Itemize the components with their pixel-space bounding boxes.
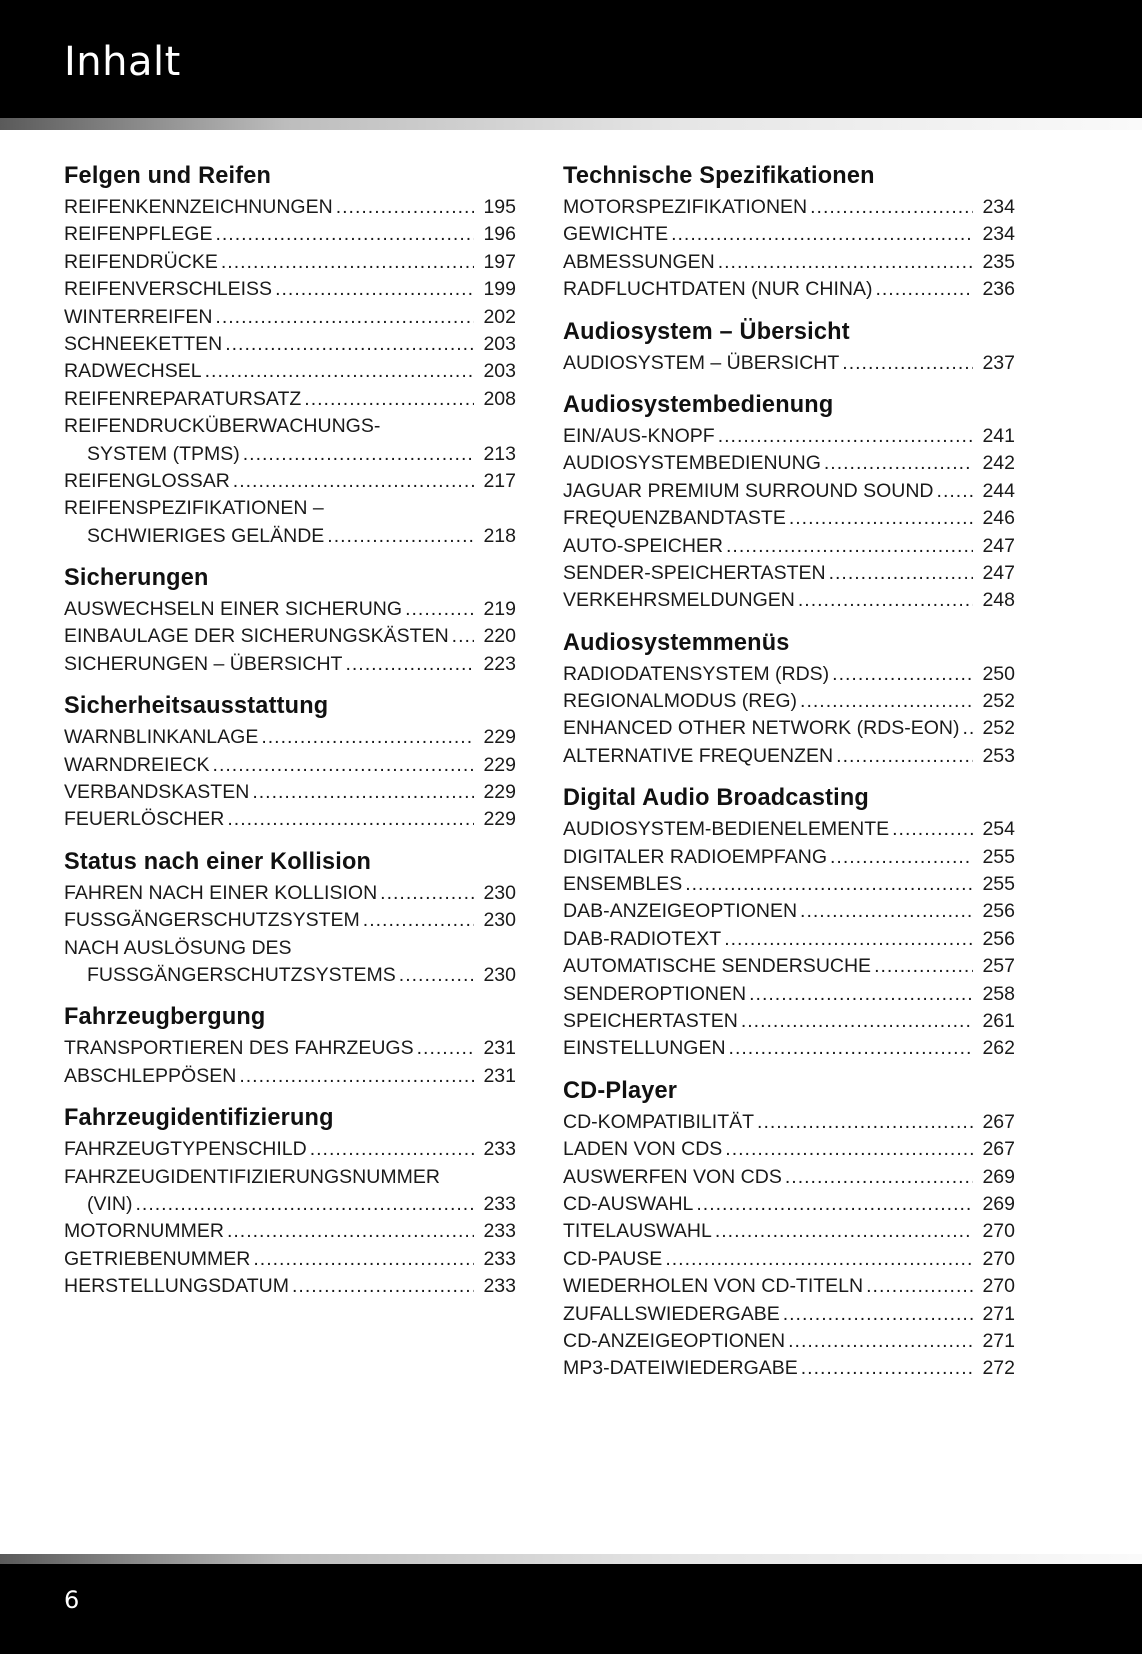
dot-leader [261, 724, 474, 751]
toc-entry-page: 252 [982, 690, 1015, 713]
dot-leader [800, 898, 973, 925]
toc-entry-label: CD-PAUSE [563, 1247, 663, 1270]
toc-entry[interactable] [563, 898, 1015, 925]
dot-leader [785, 1164, 973, 1191]
toc-entry[interactable] [563, 350, 1015, 377]
toc-entry[interactable] [563, 1328, 1015, 1355]
dot-leader [417, 1035, 474, 1062]
toc-entry-page: 269 [982, 1192, 1015, 1215]
toc-entry[interactable] [563, 587, 1015, 614]
toc-entry-label: REIFENGLOSSAR [64, 469, 230, 492]
toc-entry[interactable] [64, 623, 516, 650]
toc-right-column [563, 158, 1015, 1393]
dot-leader [292, 1273, 474, 1300]
dot-leader [810, 194, 973, 221]
toc-entry-label: CD-ANZEIGEOPTIONEN [563, 1329, 786, 1352]
section-title: Fahrzeugbergung [64, 1003, 266, 1031]
toc-entry[interactable] [563, 1035, 1015, 1062]
toc-entry-first-line: REIFENSPEZIFIKATIONEN – [64, 497, 324, 520]
dot-leader [830, 844, 973, 871]
section-title: Technische Spezifikationen [563, 162, 875, 189]
toc-entry-label: MP3-DATEIWIEDERGABE [563, 1357, 798, 1380]
toc-entry[interactable] [563, 981, 1015, 1008]
toc-entry-label: RADFLUCHTDATEN (NUR CHINA) [563, 278, 873, 301]
dot-leader [227, 806, 474, 833]
toc-entry-first-line: FAHRZEUGIDENTIFIZIERUNGSNUMMER [64, 1165, 440, 1188]
toc-entry-page: 244 [982, 479, 1015, 502]
dot-leader [399, 962, 474, 989]
toc-entry-page: 230 [483, 881, 516, 904]
dot-leader [215, 221, 474, 248]
toc-entry-page: 208 [483, 387, 516, 410]
toc-entry[interactable] [64, 1035, 516, 1062]
toc-entry-page: 255 [982, 845, 1015, 868]
dot-leader [798, 587, 973, 614]
dot-leader [832, 661, 973, 688]
toc-entry[interactable] [563, 816, 1015, 843]
section-title: Status nach einer Kollision [64, 847, 372, 875]
toc-entry-label: HERSTELLUNGSDATUM [64, 1275, 290, 1298]
toc-entry-page: 233 [483, 1275, 516, 1298]
toc-entry[interactable] [64, 468, 516, 495]
toc-entry-page: 271 [982, 1329, 1015, 1352]
toc-entry-page: 247 [982, 534, 1015, 557]
toc-entry[interactable] [64, 962, 516, 989]
toc-entry-label: EINSTELLUNGEN [563, 1037, 726, 1060]
dot-leader [788, 1328, 973, 1355]
toc-entry-page: 236 [982, 278, 1015, 301]
toc-entry-label: WIEDERHOLEN VON CD-TITELN [563, 1275, 864, 1298]
dot-leader [215, 304, 474, 331]
toc-entry[interactable] [64, 1136, 516, 1163]
toc-entry[interactable] [64, 1218, 516, 1245]
section-title: Audiosystem – Übersicht [563, 317, 850, 345]
toc-entry[interactable] [563, 1109, 1015, 1136]
toc-section [563, 625, 1015, 771]
toc-entry[interactable] [563, 533, 1015, 560]
toc-entry-page: 197 [483, 250, 516, 273]
toc-entry[interactable] [64, 304, 516, 331]
toc-entry[interactable] [563, 688, 1015, 715]
dot-leader [205, 358, 474, 385]
dot-leader [718, 249, 973, 276]
toc-entry-label: AUTO-SPEICHER [563, 534, 723, 557]
dot-leader [783, 1301, 973, 1328]
footer-gradient-divider [0, 1554, 1142, 1564]
toc-entry-label: MOTORNUMMER [64, 1220, 224, 1243]
dot-leader [824, 450, 973, 477]
toc-entry-label: REIFENPFLEGE [64, 223, 213, 246]
dot-leader [336, 194, 474, 221]
toc-entry-page: 196 [483, 223, 516, 246]
dot-leader [725, 1136, 973, 1163]
dot-leader [963, 715, 973, 742]
dot-leader [227, 1218, 474, 1245]
toc-entry[interactable] [563, 1301, 1015, 1328]
toc-entry-label: SENDER-SPEICHERTASTEN [563, 561, 826, 584]
toc-entry-page: 218 [483, 524, 516, 547]
toc-entry[interactable] [563, 560, 1015, 587]
dot-leader [749, 981, 973, 1008]
dot-leader [253, 1246, 474, 1273]
toc-entry-label: FEUERLÖSCHER [64, 808, 225, 831]
toc-entry-page: 229 [483, 781, 516, 804]
toc-entry-label: GEWICHTE [563, 223, 669, 246]
toc-entry-label: AUTOMATISCHE SENDERSUCHE [563, 955, 872, 978]
toc-entry-page: 234 [982, 223, 1015, 246]
toc-entry-label: CD-KOMPATIBILITÄT [563, 1110, 755, 1133]
toc-entry-page: 231 [483, 1064, 516, 1087]
toc-entry-label: VERKEHRSMELDUNGEN [563, 589, 795, 612]
toc-entry-label: LADEN VON CDS [563, 1138, 723, 1161]
section-title: Felgen und Reifen [64, 162, 272, 189]
toc-entry-label: ENSEMBLES [563, 873, 683, 896]
section-title: Fahrzeugidentifizierung [64, 1104, 334, 1132]
toc-entry-label: EINBAULAGE DER SICHERUNGSKÄSTEN [64, 625, 449, 648]
toc-entry[interactable] [64, 752, 516, 779]
toc-entry[interactable] [64, 1246, 516, 1273]
toc-section [64, 999, 516, 1090]
toc-section [563, 158, 1015, 304]
toc-entry[interactable] [64, 651, 516, 678]
toc-entry-label: ABMESSUNGEN [563, 250, 715, 273]
toc-entry[interactable] [64, 221, 516, 248]
toc-entry-page: 235 [982, 250, 1015, 273]
toc-entry-label: SICHERUNGEN – ÜBERSICHT [64, 652, 343, 675]
dot-leader [696, 1191, 973, 1218]
section-title: CD-Player [563, 1076, 678, 1104]
toc-entry-page: 242 [982, 452, 1015, 475]
toc-entry-label: FREQUENZBANDTASTE [563, 507, 786, 530]
page-title: Inhalt [64, 39, 181, 85]
toc-entry-page: 252 [982, 717, 1015, 740]
section-title: Audiosystembedienung [563, 390, 834, 418]
dot-leader [225, 331, 474, 358]
page-number: 6 [64, 1586, 80, 1614]
dot-leader [729, 1035, 973, 1062]
toc-entry-page: 230 [483, 909, 516, 932]
toc-entry[interactable] [563, 661, 1015, 688]
toc-entry-label: SPEICHERTASTEN [563, 1009, 738, 1032]
dot-leader [874, 953, 973, 980]
dot-leader [724, 926, 973, 953]
toc-entry[interactable] [563, 276, 1015, 303]
toc-entry-page: 241 [982, 424, 1015, 447]
toc-entry[interactable] [64, 194, 516, 221]
toc-entry-page: 246 [982, 507, 1015, 530]
dot-leader [801, 1355, 973, 1382]
toc-entry-label: AUDIOSYSTEM – ÜBERSICHT [563, 351, 840, 374]
toc-entry-page: 250 [982, 662, 1015, 685]
toc-entry-label: RADIODATENSYSTEM (RDS) [563, 662, 830, 685]
toc-entry-page: 213 [483, 442, 516, 465]
toc-entry[interactable] [563, 194, 1015, 221]
toc-entry-page: 237 [982, 351, 1015, 374]
toc-section [563, 314, 1015, 377]
toc-entry-page: 253 [982, 744, 1015, 767]
toc-entry-page: 233 [483, 1192, 516, 1215]
toc-entry-page: 202 [483, 305, 516, 328]
toc-entry-label: RADWECHSEL [64, 360, 202, 383]
toc-section [64, 158, 516, 550]
dot-leader [836, 743, 973, 770]
toc-entry-page: 219 [483, 598, 516, 621]
toc-entry[interactable] [563, 871, 1015, 898]
toc-entry[interactable] [563, 1246, 1015, 1273]
toc-entry-label: FUSSGÄNGERSCHUTZSYSTEM [64, 909, 360, 932]
toc-entry-label: AUSWECHSELN EINER SICHERUNG [64, 598, 403, 621]
section-title: Audiosystemmenüs [563, 628, 790, 656]
toc-entry-label: FAHRZEUGTYPENSCHILD [64, 1138, 307, 1161]
footer-bar [0, 1564, 1142, 1654]
toc-entry-page: 272 [982, 1357, 1015, 1380]
section-title: Sicherungen [64, 564, 209, 592]
dot-leader [829, 560, 973, 587]
toc-section [563, 387, 1015, 615]
dot-leader [363, 907, 474, 934]
section-title: Digital Audio Broadcasting [563, 784, 869, 812]
toc-entry[interactable] [64, 880, 516, 907]
toc-section [64, 1100, 516, 1300]
toc-entry-label: REGIONALMODUS (REG) [563, 690, 798, 713]
dot-leader [310, 1136, 474, 1163]
toc-entry[interactable] [64, 331, 516, 358]
toc-entry[interactable] [563, 743, 1015, 770]
toc-entry[interactable] [563, 1008, 1015, 1035]
toc-entry-label: ENHANCED OTHER NETWORK (RDS-EON) [563, 717, 960, 740]
toc-entry-label: FUSSGÄNGERSCHUTZSYSTEMS [87, 963, 396, 986]
toc-entry-page: 267 [982, 1110, 1015, 1133]
toc-entry-label: ALTERNATIVE FREQUENZEN [563, 744, 834, 767]
toc-entry[interactable] [64, 386, 516, 413]
dot-leader [937, 478, 973, 505]
toc-entry[interactable] [64, 1063, 516, 1090]
toc-entry-page: 229 [483, 753, 516, 776]
toc-entry-label: WINTERREIFEN [64, 305, 213, 328]
dot-leader [866, 1273, 973, 1300]
toc-entry-label: AUDIOSYSTEMBEDIENUNG [563, 452, 821, 475]
header-gradient-divider [0, 118, 1142, 130]
toc-entry-page: 203 [483, 360, 516, 383]
dot-leader [243, 441, 474, 468]
toc-entry-label: REIFENVERSCHLEISS [64, 278, 273, 301]
toc-entry[interactable] [64, 276, 516, 303]
dot-leader [685, 871, 973, 898]
toc-entry[interactable] [563, 249, 1015, 276]
dot-leader [327, 523, 474, 550]
toc-entry-label: DAB-RADIOTEXT [563, 927, 722, 950]
toc-left-column [64, 158, 516, 1311]
toc-entry-page: 223 [483, 652, 516, 675]
toc-entry-label: REIFENKENNZEICHNUNGEN [64, 196, 333, 218]
dot-leader [892, 816, 973, 843]
toc-entry-label: FAHREN NACH EINER KOLLISION [64, 881, 378, 904]
toc-entry-page: 233 [483, 1247, 516, 1270]
dot-leader [304, 386, 474, 413]
toc-entry[interactable] [64, 1273, 516, 1300]
toc-entry-label: WARNDREIECK [64, 753, 210, 776]
toc-entry[interactable] [563, 844, 1015, 871]
toc-entry-label: REIFENDRÜCKE [64, 250, 218, 273]
toc-entry-label: VERBANDSKASTEN [64, 781, 250, 804]
dot-leader [842, 350, 973, 377]
toc-entry[interactable] [563, 1218, 1015, 1245]
toc-entry-label: EIN/AUS-KNOPF [563, 424, 715, 447]
header-bar [0, 0, 1142, 118]
toc-entry[interactable] [64, 779, 516, 806]
dot-leader [233, 468, 474, 495]
dot-leader [405, 596, 474, 623]
toc-entry-label: SCHNEEKETTEN [64, 332, 223, 355]
dot-leader [136, 1191, 475, 1218]
dot-leader [789, 505, 973, 532]
toc-entry[interactable] [64, 441, 516, 468]
toc-entry[interactable] [563, 1191, 1015, 1218]
toc-entry-page: 234 [982, 196, 1015, 218]
dot-leader [671, 221, 973, 248]
toc-entry-page: 270 [982, 1275, 1015, 1298]
toc-entry-label: TRANSPORTIEREN DES FAHRZEUGS [64, 1037, 414, 1060]
toc-entry-page: 255 [982, 873, 1015, 896]
toc-entry-page: 233 [483, 1138, 516, 1161]
dot-leader [221, 249, 474, 276]
toc-entry[interactable] [563, 953, 1015, 980]
dot-leader [452, 623, 474, 650]
dot-leader [726, 533, 973, 560]
dot-leader [345, 651, 474, 678]
toc-entry-page: 256 [982, 900, 1015, 923]
toc-entry[interactable] [64, 596, 516, 623]
toc-entry-page: 203 [483, 332, 516, 355]
toc-entry-page: 258 [982, 982, 1015, 1005]
toc-section [563, 780, 1015, 1063]
toc-entry-page: 217 [483, 469, 516, 492]
toc-entry-page: 270 [982, 1247, 1015, 1270]
toc-entry-page: 271 [982, 1302, 1015, 1325]
toc-entry-page: 254 [982, 818, 1015, 841]
toc-entry[interactable] [563, 221, 1015, 248]
dot-leader [718, 423, 973, 450]
dot-leader [252, 779, 474, 806]
toc-entry[interactable] [563, 926, 1015, 953]
toc-entry-first-line: NACH AUSLÖSUNG DES [64, 936, 292, 959]
toc-entry-page: 199 [483, 278, 516, 301]
toc-entry-page: 229 [483, 808, 516, 831]
toc-entry-label: AUSWERFEN VON CDS [563, 1165, 782, 1188]
toc-entry-page: 256 [982, 927, 1015, 950]
dot-leader [875, 276, 973, 303]
toc-entry-page: 231 [483, 1037, 516, 1060]
toc-entry-label: GETRIEBENUMMER [64, 1247, 251, 1270]
toc-entry-label: TITELAUSWAHL [563, 1220, 712, 1243]
toc-entry-page: 233 [483, 1220, 516, 1243]
dot-leader [213, 752, 474, 779]
toc-entry-label: DAB-ANZEIGEOPTIONEN [563, 900, 798, 923]
toc-entry-page: 267 [982, 1138, 1015, 1161]
toc-entry-page: 247 [982, 561, 1015, 584]
toc-entry-label: ABSCHLEPPÖSEN [64, 1064, 237, 1087]
toc-entry-page: 230 [483, 963, 516, 986]
toc-entry[interactable] [563, 478, 1015, 505]
toc-entry-page: 229 [483, 726, 516, 749]
toc-entry[interactable] [563, 423, 1015, 450]
toc-entry[interactable] [563, 1164, 1015, 1191]
toc-entry-page: 220 [483, 625, 516, 648]
toc-entry-page: 270 [982, 1220, 1015, 1243]
toc-entry[interactable] [64, 724, 516, 751]
toc-entry-first-line: REIFENDRUCKÜBERWACHUNGS- [64, 415, 381, 438]
dot-leader [741, 1008, 973, 1035]
toc-entry-label: SCHWIERIGES GELÄNDE [87, 524, 325, 547]
toc-section [64, 688, 516, 834]
toc-entry[interactable] [563, 450, 1015, 477]
toc-entry-label: DIGITALER RADIOEMPFANG [563, 845, 828, 868]
toc-entry-label: REIFENREPARATURSATZ [64, 387, 302, 410]
toc-section [64, 560, 516, 678]
toc-entry-label: JAGUAR PREMIUM SURROUND SOUND [563, 479, 934, 502]
toc-entry[interactable] [64, 1191, 516, 1218]
toc-entry-label: CD-AUSWAHL [563, 1192, 694, 1215]
toc-entry-label: (VIN) [87, 1192, 133, 1215]
dot-leader [275, 276, 474, 303]
toc-entry-page: 195 [483, 196, 516, 218]
section-title: Sicherheitsausstattung [64, 692, 329, 720]
toc-entry-page: 248 [982, 589, 1015, 612]
toc-section [64, 844, 516, 990]
toc-entry[interactable] [563, 1136, 1015, 1163]
toc-section [563, 1073, 1015, 1383]
toc-entry[interactable] [64, 806, 516, 833]
toc-entry-page: 269 [982, 1165, 1015, 1188]
toc-entry[interactable] [64, 358, 516, 385]
toc-entry-page: 262 [982, 1037, 1015, 1060]
toc-entry[interactable] [64, 523, 516, 550]
dot-leader [800, 688, 973, 715]
toc-entry[interactable] [563, 715, 1015, 742]
toc-entry[interactable] [563, 1355, 1015, 1382]
dot-leader [239, 1063, 474, 1090]
toc-entry-page: 261 [982, 1009, 1015, 1032]
dot-leader [715, 1218, 973, 1245]
dot-leader [380, 880, 474, 907]
toc-entry-label: MOTORSPEZIFIKATIONEN [563, 196, 808, 218]
toc-entry-label: SYSTEM (TPMS) [87, 442, 240, 465]
dot-leader [757, 1109, 973, 1136]
toc-entry[interactable] [563, 505, 1015, 532]
dot-leader [665, 1246, 973, 1273]
toc-entry-label: WARNBLINKANLAGE [64, 726, 259, 749]
toc-entry-label: AUDIOSYSTEM-BEDIENELEMENTE [563, 818, 890, 841]
toc-entry-page: 257 [982, 955, 1015, 978]
toc-entry-label: ZUFALLSWIEDERGABE [563, 1302, 780, 1325]
toc-entry[interactable] [64, 907, 516, 934]
toc-entry-label: SENDEROPTIONEN [563, 982, 747, 1005]
toc-entry[interactable] [563, 1273, 1015, 1300]
toc-entry[interactable] [64, 249, 516, 276]
